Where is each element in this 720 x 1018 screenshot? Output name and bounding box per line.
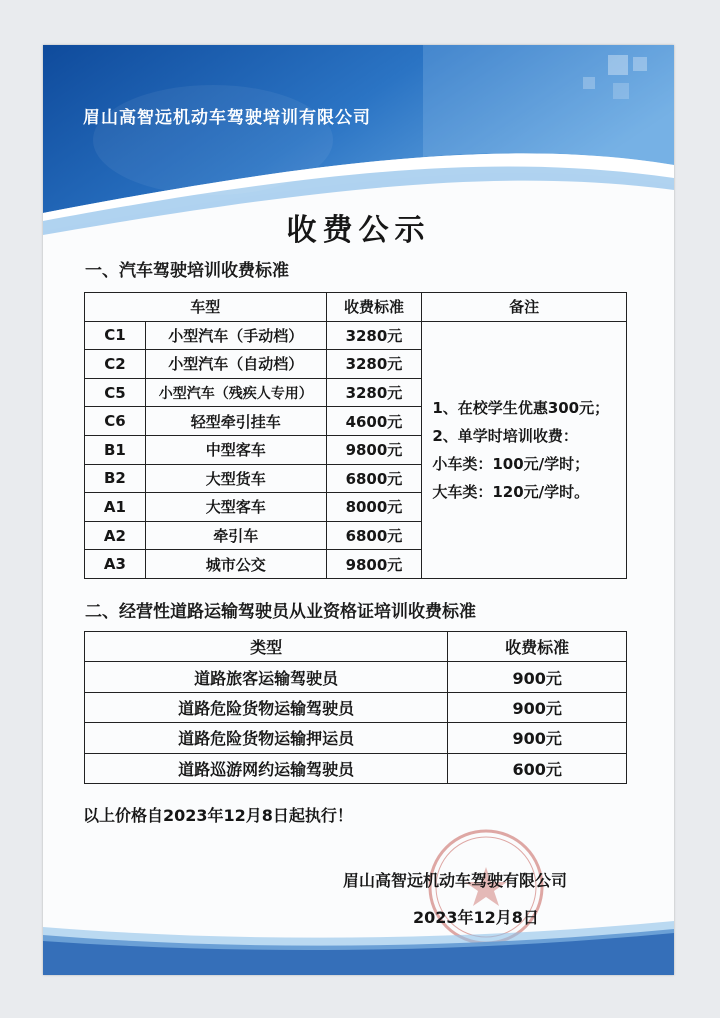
license-code: C1 (85, 321, 146, 350)
vehicle-type: 中型客车 (145, 435, 326, 464)
remark-line: 大车类：120元/学时。 (432, 482, 590, 501)
license-code: C5 (85, 378, 146, 407)
table-row (85, 753, 627, 783)
column-header-remarks: 备注 (422, 293, 627, 322)
remark-line: 小车类：100元/学时； (432, 454, 590, 473)
signature-company: 眉山高智远机动车驾驶有限公司 (343, 871, 568, 890)
fee: 4600元 (326, 407, 422, 436)
fee: 6800元 (326, 464, 422, 493)
fee: 600元 (448, 753, 627, 783)
vehicle-type: 大型客车 (145, 493, 326, 522)
fee: 9800元 (326, 550, 422, 579)
effective-date-note: 以上价格自2023年12月8日起执行！ (83, 806, 353, 825)
license-code: B1 (85, 435, 146, 464)
qualification-type: 道路巡游网约运输驾驶员 (85, 753, 448, 783)
table-row (85, 723, 627, 753)
column-header-fee: 收费标准 (448, 632, 627, 662)
table-header-row (85, 293, 627, 322)
table-header-row (85, 632, 627, 662)
fee: 900元 (448, 723, 627, 753)
license-code: A2 (85, 521, 146, 550)
remarks-cell (422, 321, 627, 578)
vehicle-type: 轻型牵引挂车 (145, 407, 326, 436)
table-row (85, 321, 627, 350)
section1-heading: 一、汽车驾驶培训收费标准 (85, 261, 289, 281)
fee: 8000元 (326, 493, 422, 522)
vehicle-type: 小型汽车（自动档） (145, 350, 326, 379)
section2-heading: 二、经营性道路运输驾驶员从业资格证培训收费标准 (85, 602, 476, 622)
fee: 900元 (448, 662, 627, 692)
column-header-vehicle-type: 车型 (85, 293, 327, 322)
fee: 900元 (448, 692, 627, 722)
remark-line: 2、单学时培训收费： (432, 426, 578, 445)
vehicle-type: 城市公交 (145, 550, 326, 579)
footer-background (43, 915, 674, 975)
fee: 6800元 (326, 521, 422, 550)
qualification-type: 道路旅客运输驾驶员 (85, 662, 448, 692)
company-banner: 眉山高智远机动车驾驶培训有限公司 (83, 108, 371, 128)
document-title: 收费公示 (286, 213, 431, 248)
fee: 9800元 (326, 435, 422, 464)
driving-training-fee-table (84, 292, 627, 579)
table-row (85, 692, 627, 722)
vehicle-type: 大型货车 (145, 464, 326, 493)
table-row (85, 662, 627, 692)
column-header-type: 类型 (85, 632, 448, 662)
qualification-type: 道路危险货物运输驾驶员 (85, 692, 448, 722)
qualification-type: 道路危险货物运输押运员 (85, 723, 448, 753)
fee: 3280元 (326, 378, 422, 407)
fee: 3280元 (326, 350, 422, 379)
signature-date: 2023年12月8日 (413, 908, 539, 927)
license-code: B2 (85, 464, 146, 493)
license-code: C2 (85, 350, 146, 379)
fee-notice-sheet (43, 45, 674, 975)
license-code: A3 (85, 550, 146, 579)
remark-line: 1、在校学生优惠300元； (432, 398, 610, 417)
license-code: C6 (85, 407, 146, 436)
vehicle-type: 小型汽车（手动档） (145, 321, 326, 350)
fee: 3280元 (326, 321, 422, 350)
license-code: A1 (85, 493, 146, 522)
vehicle-type: 小型汽车（残疾人专用） (145, 378, 326, 407)
vehicle-type: 牵引车 (145, 521, 326, 550)
column-header-fee: 收费标准 (326, 293, 422, 322)
qualification-training-fee-table (84, 631, 627, 784)
